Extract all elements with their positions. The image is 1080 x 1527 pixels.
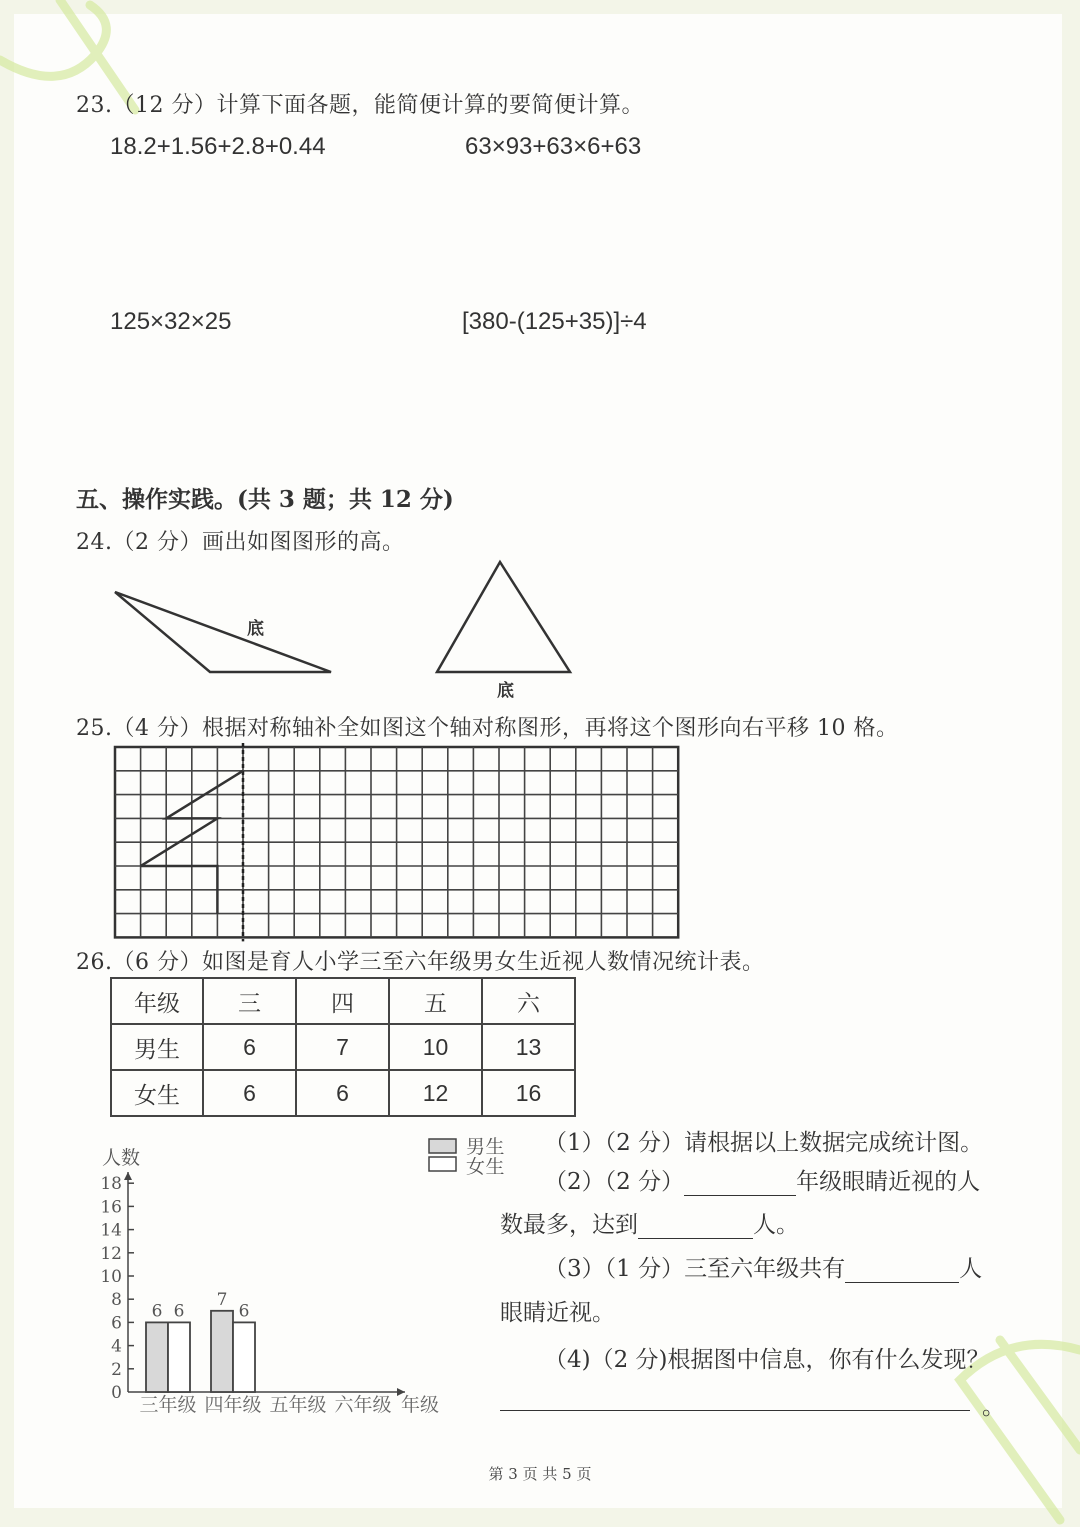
q26-sub3b: 人 [959,1256,983,1282]
q23-expr-2: 63×93+63×6+63 [465,133,642,160]
base-label-1: 底 [247,619,265,639]
legend-swatch-boys [429,1139,456,1153]
data-label: 7 [216,1289,228,1310]
bar-boys [211,1311,233,1392]
y-tick-label: 16 [100,1197,122,1218]
table-header-cell: 六 [482,978,575,1024]
data-label: 6 [151,1301,163,1322]
q26-sub1: （1）（2 分）请根据以上数据完成统计图。 [544,1130,984,1156]
q26-sub2a: （2）（2 分） [544,1169,685,1195]
base-label-2: 底 [497,681,515,701]
y-tick-label: 14 [100,1220,122,1241]
y-tick-label: 18 [100,1174,122,1195]
category-label: 六年级 [334,1394,392,1416]
table-cell: 12 [389,1070,482,1116]
y-tick-label: 6 [111,1313,122,1334]
table-cell: 6 [203,1070,296,1116]
table-cell: 6 [203,1024,296,1070]
section-5-title: 五、操作实践。(共 3 题；共 12 分) [76,486,454,513]
legend-label-girls: 女生 [466,1156,506,1178]
category-label: 五年级 [269,1394,327,1416]
category-label: 四年级 [204,1394,262,1416]
table-header-cell: 五 [389,978,482,1024]
q26-sub4: （4)（2 分)根据图中信息，你有什么发现？ [544,1347,990,1373]
legend-swatch-girls [429,1157,456,1171]
table-cell: 7 [296,1024,389,1070]
q24-title: 24.（2 分）画出如图图形的高。 [76,530,405,555]
q26-title: 26.（6 分）如图是育人小学三至六年级男女生近视人数情况统计表。 [76,950,765,975]
y-tick-label: 8 [111,1290,122,1311]
data-label: 6 [173,1301,185,1322]
y-tick-label: 0 [111,1383,122,1403]
q26-sub3c: 眼睛近视。 [500,1300,615,1326]
q26-sub2-line2 [500,1206,799,1239]
table-header-cell: 年级 [111,978,203,1024]
y-tick-label: 10 [100,1267,122,1287]
q23-expr-3: 125×32×25 [110,308,232,335]
q26-sub4-end: 。 [982,1394,1005,1420]
x-axis-label: 年级 [400,1394,440,1416]
q26-sub3a: （3）（1 分）三至六年级共有 [544,1256,846,1282]
legend-label-boys: 男生 [466,1136,506,1158]
q26-sub2c: 数最多，达到 [500,1212,638,1238]
q26-sub2b: 年级眼睛近视的人 [796,1169,981,1195]
row-label: 男生 [111,1024,203,1070]
q23-expr-4: [380-(125+35)]÷4 [462,308,647,335]
y-axis-label: 人数 [102,1147,141,1169]
y-tick-label: 4 [111,1336,122,1357]
answer-line-finding[interactable] [500,1410,970,1411]
answer-blank-count[interactable] [638,1214,753,1239]
row-label: 女生 [111,1070,203,1116]
y-tick-label: 12 [100,1243,122,1264]
table-header-cell: 四 [296,978,389,1024]
table-cell: 6 [296,1070,389,1116]
answer-blank-grade[interactable] [684,1171,796,1196]
answer-blank-total[interactable] [845,1258,959,1283]
bar-boys [146,1322,168,1392]
table-cell: 10 [389,1024,482,1070]
page-footer: 第 3 页 共 5 页 [488,1465,592,1483]
category-label: 三年级 [139,1394,197,1416]
bar-girls [233,1322,255,1392]
q23-expr-1: 18.2+1.56+2.8+0.44 [110,133,326,160]
y-tick-label: 2 [111,1359,122,1380]
table-cell: 13 [482,1024,575,1070]
q26-sub2d: 人。 [753,1212,799,1238]
q23-title: 23.（12 分）计算下面各题，能简便计算的要简便计算。 [76,93,644,118]
chart-legend [0,0,520,1180]
q26-sub3-line1 [544,1250,982,1283]
bar-girls [168,1322,190,1392]
table-cell: 16 [482,1070,575,1116]
q25-title: 25.（4 分）根据对称轴补全如图这个轴对称图形，再将这个图形向右平移 10 格。 [76,716,899,741]
data-label: 6 [238,1301,250,1322]
q26-sub2-line1 [544,1163,980,1196]
table-header-cell: 三 [203,978,296,1024]
